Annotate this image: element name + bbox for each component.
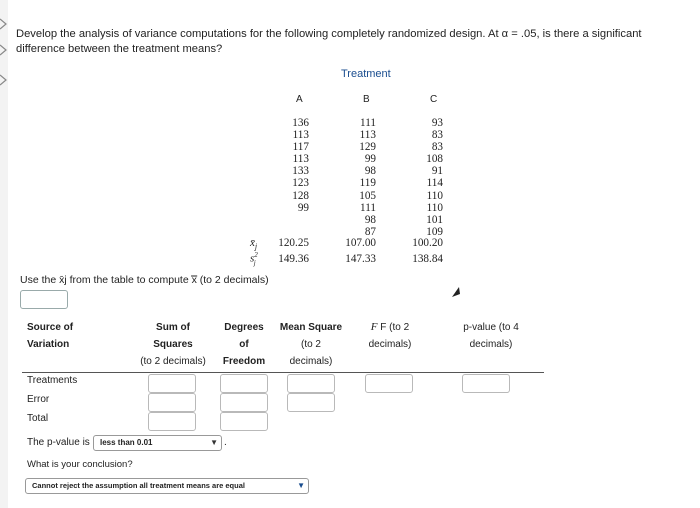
header-degrees-of-freedom: Degrees of Freedom — [222, 322, 266, 367]
column-label-c: C — [430, 94, 438, 105]
header-mean-square: Mean Square (to 2 decimals) — [279, 322, 343, 367]
variance-symbol: $s^2_j$ — [250, 251, 258, 267]
ms-treatments-input[interactable] — [287, 374, 335, 393]
cell-value: 109 — [426, 225, 443, 238]
conclusion-question: What is your conclusion? — [27, 459, 133, 470]
question-text: Develop the analysis of variance computations for the following completely randomized design. At α = .05, is there a significant difference between the treatment means? — [16, 28, 642, 55]
cell-value: 93 — [431, 117, 443, 129]
mean-a: 120.25 — [278, 237, 309, 249]
column-b-values — [346, 117, 376, 238]
p-value-prefix: The p-value is — [27, 437, 90, 448]
cell-value: 119 — [359, 177, 376, 190]
cell-value: 129 — [359, 141, 376, 154]
cell-value: 113 — [292, 153, 309, 166]
column-a-values — [279, 117, 309, 214]
cell-value: 99 — [297, 201, 309, 214]
conclusion-select[interactable]: Cannot reject the assumption all treatment means are equal ▼ — [25, 478, 309, 494]
grand-mean-prompt: Use the x̄j from the table to compute x̿ (to 2 decimals) — [20, 274, 269, 286]
cell-value: 117 — [292, 141, 309, 154]
cell-value: 87 — [364, 225, 376, 238]
arrow-marker-icon — [0, 74, 8, 86]
arrow-marker-icon — [0, 18, 8, 30]
header-divider — [22, 372, 544, 373]
mean-c: 100.20 — [412, 237, 443, 249]
variance-a: 149.36 — [278, 253, 309, 265]
ss-treatments-input[interactable] — [148, 374, 196, 393]
cell-value: 83 — [431, 129, 443, 142]
cell-value: 113 — [292, 129, 309, 142]
header-sum-of-squares: Sum of Squares (to 2 decimals) — [140, 322, 206, 367]
chevron-down-icon: ▼ — [297, 481, 305, 490]
cell-value: 114 — [426, 177, 443, 190]
row-label-error: Error — [27, 394, 50, 405]
header-p-value: p-value (to 4 decimals) — [463, 322, 519, 350]
ms-error-input[interactable] — [287, 393, 335, 412]
ss-error-input[interactable] — [148, 393, 196, 412]
p-value-select[interactable]: less than 0.01 ▼ — [93, 435, 222, 451]
column-label-a: A — [296, 94, 303, 105]
cell-value: 111 — [360, 117, 376, 129]
cell-value: 128 — [292, 189, 309, 202]
ss-total-input[interactable] — [148, 412, 196, 431]
header-f-statistic: F F (to 2 decimals) — [368, 321, 412, 350]
cell-value: 101 — [426, 213, 443, 226]
cell-value: 105 — [359, 189, 376, 202]
row-label-treatments: Treatments — [27, 375, 78, 386]
chevron-down-icon: ▼ — [210, 438, 218, 447]
mean-symbol: $x̄_j$ — [250, 237, 258, 252]
arrow-marker-icon — [0, 44, 8, 56]
variance-c: 138.84 — [412, 253, 443, 265]
cell-value: 99 — [364, 153, 376, 166]
cell-value: 133 — [292, 165, 309, 178]
mean-b: 107.00 — [345, 237, 376, 249]
cell-value: 98 — [364, 213, 376, 226]
df-error-input[interactable] — [220, 393, 268, 412]
p-value-input[interactable] — [462, 374, 510, 393]
cell-value: 91 — [431, 165, 443, 178]
grand-mean-input[interactable] — [20, 290, 68, 309]
cell-value: 110 — [426, 189, 443, 202]
cell-value: 110 — [426, 201, 443, 214]
f-statistic-input[interactable] — [365, 374, 413, 393]
row-label-total: Total — [27, 413, 49, 424]
column-label-b: B — [363, 94, 370, 105]
df-total-input[interactable] — [220, 412, 268, 431]
column-c-values — [413, 117, 443, 238]
cell-value: 113 — [359, 129, 376, 142]
cell-value: 98 — [364, 165, 376, 178]
header-source: Source of Variation — [27, 322, 74, 350]
cell-value: 136 — [292, 117, 309, 129]
p-value-suffix: . — [224, 437, 227, 448]
cell-value: 111 — [360, 201, 376, 214]
mouse-cursor-icon — [451, 285, 461, 303]
cell-value: 83 — [431, 141, 443, 154]
cell-value: 123 — [292, 177, 309, 190]
df-treatments-input[interactable] — [220, 374, 268, 393]
cell-value: 108 — [426, 153, 443, 166]
variance-b: 147.33 — [345, 253, 376, 265]
treatment-header: Treatment — [341, 68, 391, 80]
